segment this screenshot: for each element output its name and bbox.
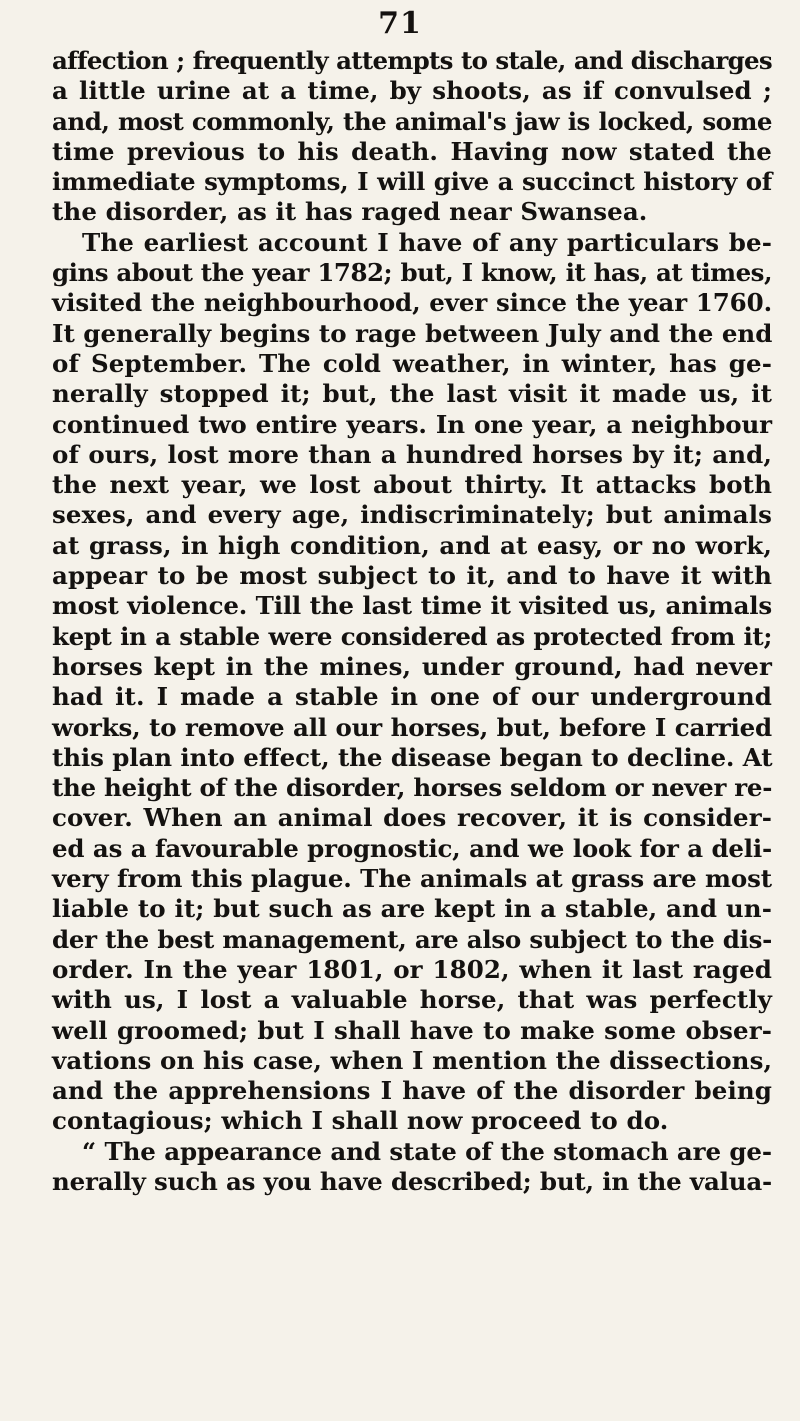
text-line: cover. When an animal does recover, it is consider- (52, 803, 772, 833)
text-line: kept in a stable were considered as protected from it; (52, 621, 772, 651)
text-line: “ The appearance and state of the stomach are ge- (82, 1136, 772, 1166)
text-line: the next year, we lost about thirty. It attacks both (52, 470, 772, 500)
text-line: It generally begins to rage between July and the end (52, 318, 773, 348)
body-text (52, 46, 772, 1197)
text-line: contagious; which I shall now proceed to do. (52, 1106, 669, 1136)
text-line: of ours, lost more than a hundred horses by it; and, (52, 439, 772, 469)
text-line: time previous to his death. Having now stated the (52, 136, 772, 166)
text-line: continued two entire years. In one year, a neighbour (52, 409, 772, 439)
text-line: der the best management, are also subject to the dis- (52, 924, 772, 954)
text-line: of September. The cold weather, in winter, has ge- (52, 348, 772, 378)
text-line: ed as a favourable prognostic, and we look for a deli- (52, 833, 772, 863)
text-line: visited the neighbourhood, ever since the year 1760. (52, 288, 772, 318)
text-line: horses kept in the mines, under ground, had never (52, 651, 772, 681)
text-line: affection ; frequently attempts to stale, and discharges (52, 46, 772, 75)
text-line: and the apprehensions I have of the disorder being (52, 1076, 772, 1106)
text-line: appear to be most subject to it, and to have it with (52, 561, 772, 591)
text-line: works, to remove all our horses, but, before I carried (52, 712, 772, 742)
text-line: well groomed; but I shall have to make some obser- (52, 1015, 772, 1045)
text-line: most violence. Till the last time it visited us, animals (52, 591, 772, 621)
text-line: this plan into effect, the disease began to decline. At (52, 742, 773, 772)
text-line: The earliest account I have of any particulars be- (82, 227, 772, 257)
text-line: nerally such as you have described; but, in the valua- (52, 1166, 772, 1196)
text-line: vations on his case, when I mention the dissections, (52, 1045, 773, 1075)
page-number: 71 (378, 6, 422, 41)
text-line: gins about the year 1782; but, I know, it has, at times, (52, 258, 772, 288)
text-line: very from this plague. The animals at grass are most (52, 864, 772, 894)
text-line: the disorder, as it has raged near Swansea. (52, 197, 648, 227)
text-line: at grass, in high condition, and at easy, or no work, (52, 530, 772, 560)
text-line: had it. I made a stable in one of our underground (52, 682, 772, 712)
text-line: liable to it; but such as are kept in a stable, and un- (52, 894, 772, 924)
text-line: with us, I lost a valuable horse, that was perfectly (52, 985, 772, 1015)
text-line: and, most commonly, the animal's jaw is locked, some (52, 106, 772, 136)
text-line: a little urine at a time, by shoots, as if convulsed ; (52, 76, 772, 106)
text-line: the height of the disorder, horses seldom or never re- (52, 773, 773, 803)
text-line: immediate symptoms, I will give a succinct history of (52, 167, 772, 197)
text-line: nerally stopped it; but, the last visit it made us, it (52, 379, 772, 409)
text-line: order. In the year 1801, or 1802, when it last raged (52, 954, 772, 984)
text-line: sexes, and every age, indiscriminately; but animals (52, 500, 772, 530)
